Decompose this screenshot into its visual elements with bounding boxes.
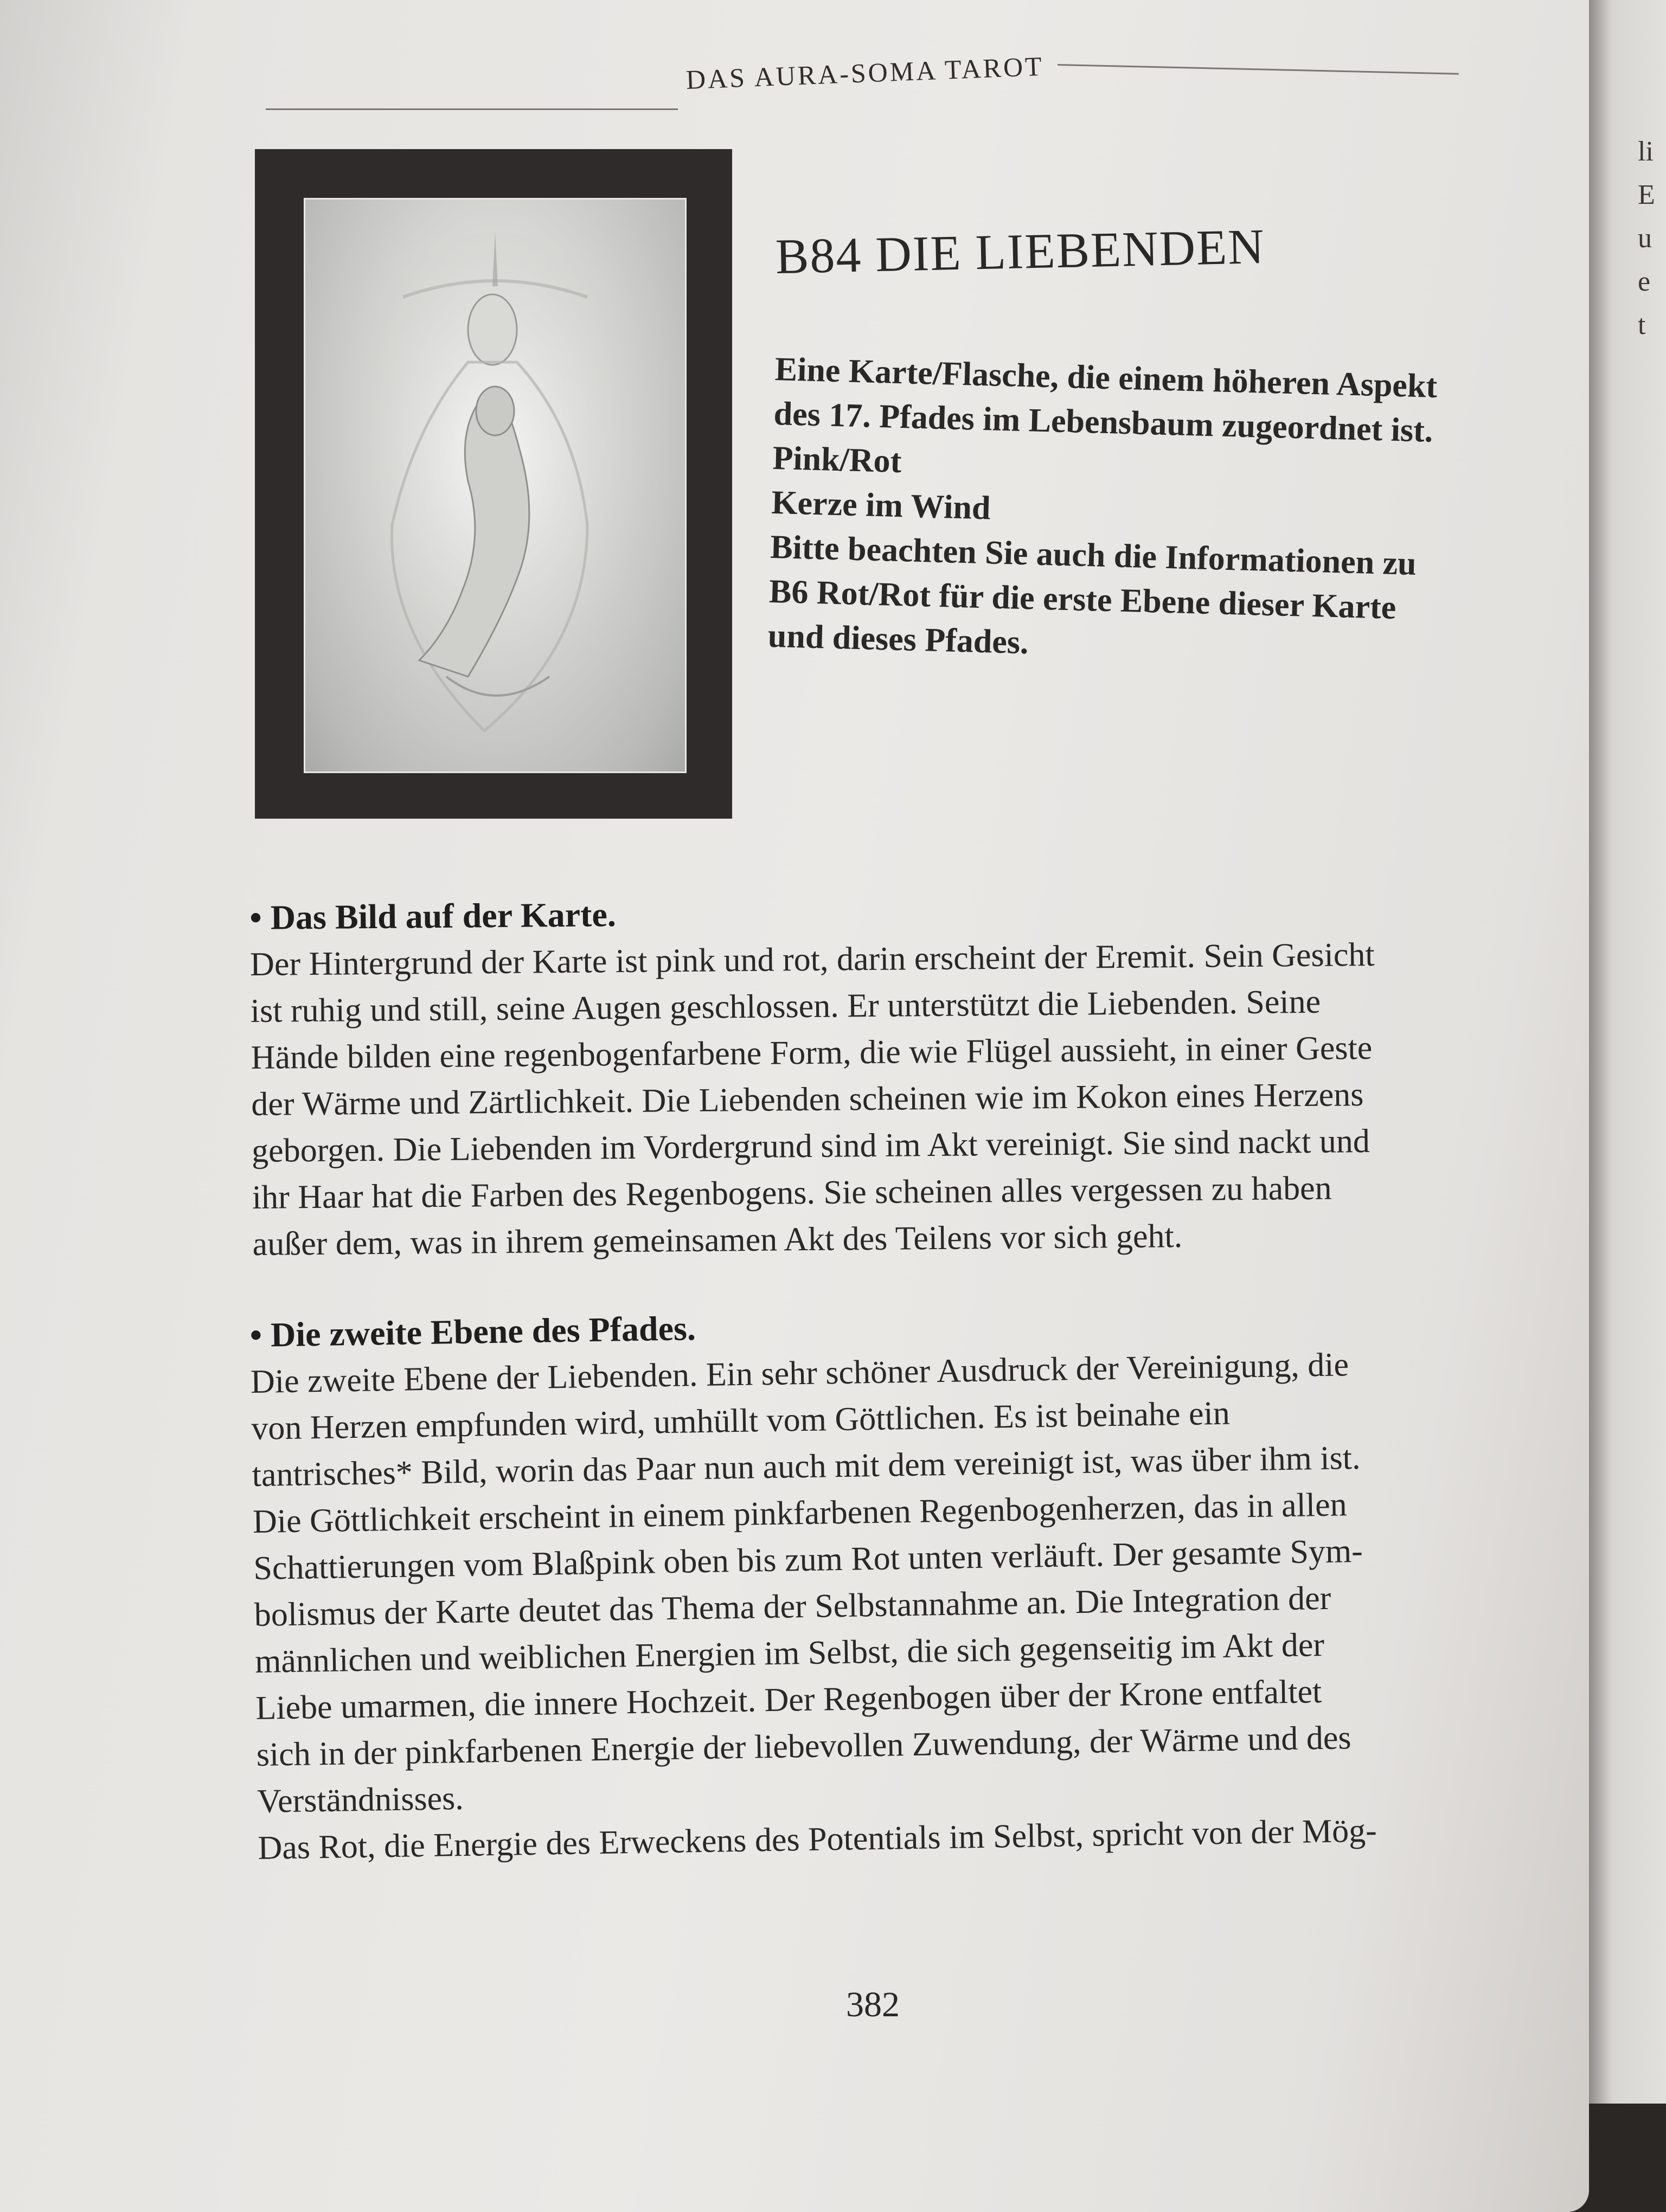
body-line: Die Göttlichkeit erscheint in einem pinkfarbenen Regenbogenherzen, das in allen bbox=[252, 1486, 1348, 1540]
intro-line: B6 Rot/Rot für die erste Ebene dieser Karte bbox=[768, 573, 1397, 627]
adjacent-page-text: E bbox=[1638, 179, 1655, 210]
card-artwork bbox=[304, 198, 687, 773]
body-line: tantrisches* Bild, worin das Paar nun auch mit dem vereinigt ist, was über ihm ist. bbox=[252, 1439, 1361, 1494]
body-line: außer dem, was in ihrem gemeinsamen Akt des Teilens vor sich geht. bbox=[252, 1218, 1183, 1263]
body-line: sich in der pinkfarbenen Energie der liebevollen Zuwendung, der Wärme und des bbox=[256, 1719, 1352, 1773]
body-line: ist ruhig und still, seine Augen geschlossen. Er unterstützt die Liebenden. Seine bbox=[250, 983, 1321, 1030]
section-second-level bbox=[249, 1291, 1571, 1872]
header-rule-left bbox=[266, 108, 678, 110]
body-line: Schattierungen vom Blaßpink oben bis zum Rot unten verläuft. Der gesamte Sym- bbox=[253, 1532, 1363, 1587]
intro-line: Eine Karte/Flasche, die einem höheren Aspekt bbox=[774, 350, 1438, 405]
body-line: Hände bilden eine regenbogenfarbene Form, die wie Flügel aussieht, in einer Geste bbox=[251, 1029, 1373, 1076]
intro-line: und dieses Pfades. bbox=[767, 617, 1029, 661]
lovers-figure-image bbox=[305, 200, 685, 771]
section-heading: • Das Bild auf der Karte. bbox=[249, 895, 617, 937]
page-number: 382 bbox=[846, 1985, 900, 2024]
adjacent-page-edge bbox=[1589, 0, 1666, 2104]
intro-line: Kerze im Wind bbox=[771, 484, 991, 527]
body-line: bolismus der Karte deutet das Thema der Selbstannahme an. Die Integration der bbox=[254, 1579, 1331, 1634]
adjacent-page-text: t bbox=[1638, 310, 1646, 340]
body-line: Die zweite Ebene der Liebenden. Ein sehr schöner Ausdruck der Vereinigung, die bbox=[250, 1346, 1349, 1400]
body-line: ihr Haar hat die Farben des Regenbogens. Sie scheinen alles vergessen zu haben bbox=[252, 1169, 1332, 1216]
section-heading: • Die zweite Ebene des Pfades. bbox=[249, 1309, 696, 1354]
body-line: Das Rot, die Energie des Erweckens des Potentials im Selbst, spricht von der Mög- bbox=[258, 1812, 1377, 1867]
intro-line: Pink/Rot bbox=[772, 439, 902, 480]
intro-block bbox=[767, 347, 1481, 677]
section-image-description bbox=[249, 883, 1565, 1268]
tarot-card-illustration bbox=[255, 149, 732, 819]
adjacent-page-text: u bbox=[1638, 223, 1652, 254]
body-line: Der Hintergrund der Karte ist pink und rot, darin erscheint der Eremit. Sein Gesicht bbox=[249, 936, 1375, 983]
header-rule-right bbox=[1058, 64, 1459, 75]
body-line: von Herzen empfunden wird, umhüllt vom Göttlichen. Es ist beinahe ein bbox=[251, 1394, 1231, 1447]
intro-line: des 17. Pfades im Lebensbaum zugeordnet ist. bbox=[773, 395, 1434, 449]
intro-line: Bitte beachten Sie auch die Informationen zu bbox=[770, 528, 1417, 583]
adjacent-page-text: e bbox=[1638, 266, 1651, 297]
body-line: männlichen und weiblichen Energien im Selbst, die sich gegenseitig im Akt der bbox=[254, 1626, 1325, 1680]
page-title: B84 DIE LIEBENDEN bbox=[774, 218, 1266, 284]
body-line: Liebe umarmen, die innere Hochzeit. Der Regenbogen über der Krone entfaltet bbox=[255, 1673, 1322, 1727]
running-head: DAS AURA-SOMA TAROT bbox=[685, 50, 1045, 95]
body-line: geborgen. Die Liebenden im Vordergrund sind im Akt vereinigt. Sie sind nackt und bbox=[251, 1122, 1370, 1169]
adjacent-page-text: li bbox=[1638, 136, 1654, 167]
body-line: der Wärme und Zärtlichkeit. Die Liebenden scheinen wie im Kokon eines Herzens bbox=[251, 1076, 1364, 1123]
body-line: Verständnisses. bbox=[257, 1779, 464, 1820]
